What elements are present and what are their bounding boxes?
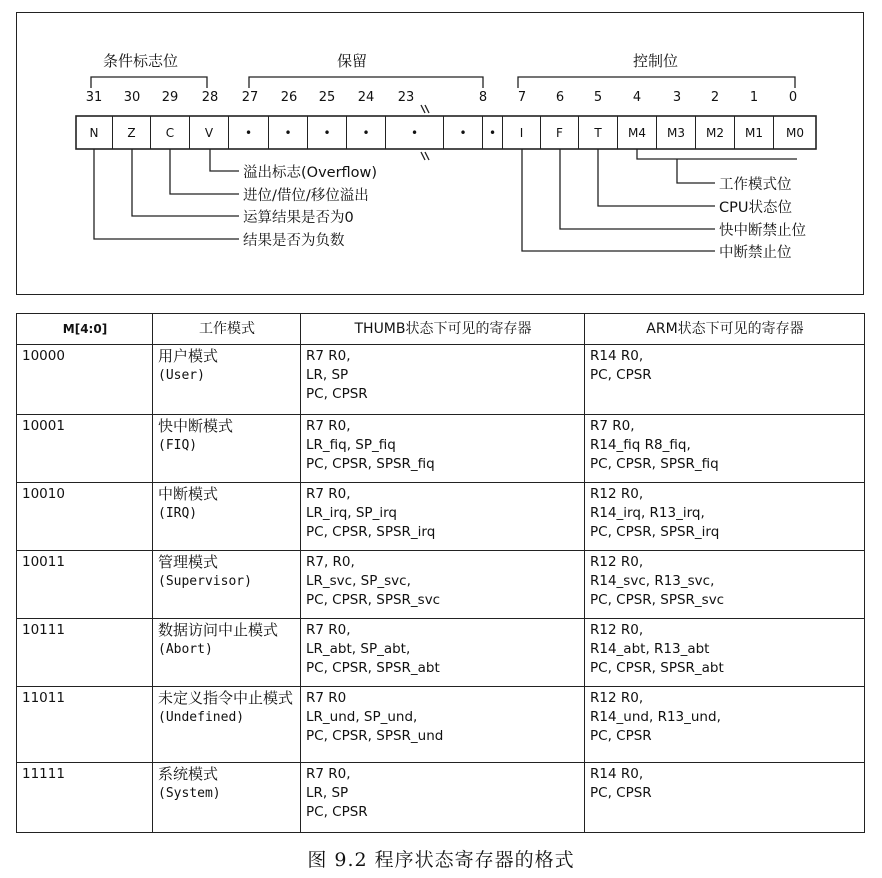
mode-name-cn: 中断模式 [158, 485, 219, 503]
register-bit-cell: T [579, 116, 618, 149]
callout-mode-bits: 工作模式位 [719, 177, 792, 193]
header-thumb-registers: THUMB状态下可见的寄存器 [301, 314, 585, 345]
register-line: R14_svc, R13_svc, [590, 573, 715, 589]
callout-cpu-state: CPU状态位 [719, 200, 792, 216]
mode-name-cell [153, 551, 301, 619]
mode-name-cn: 未定义指令中止模式 [158, 689, 294, 707]
register-bit-cell: • [444, 116, 483, 149]
register-line: R7 R0, [590, 418, 635, 434]
mode-name-en: (System) [158, 786, 221, 801]
register-line: PC, CPSR [590, 367, 652, 383]
header-mode: 工作模式 [153, 314, 301, 345]
register-bit-cell: M3 [657, 116, 696, 149]
register-line: LR_fiq, SP_fiq [306, 437, 396, 453]
arm-registers-cell [585, 687, 865, 763]
bit-number: 0 [788, 90, 798, 105]
bit-number: 7 [517, 90, 527, 105]
psr-bit-diagram [16, 12, 864, 295]
register-line: R14_fiq R8_fiq, [590, 437, 691, 453]
register-bit-cell: Z [113, 116, 151, 149]
register-bit-cell: M4 [618, 116, 657, 149]
bit-number: 24 [357, 90, 375, 105]
register-bit-cell: F [541, 116, 579, 149]
register-bit-cell: • [269, 116, 308, 149]
register-line: R12 R0, [590, 690, 644, 706]
mode-code-cell: 10001 [17, 415, 153, 483]
register-line: LR_irq, SP_irq [306, 505, 397, 521]
mode-name-en: (IRQ) [158, 506, 198, 521]
thumb-registers-cell [301, 345, 585, 415]
register-line: R14 R0, [590, 348, 644, 364]
register-line: R7 R0, [306, 348, 351, 364]
mode-name-cn: 管理模式 [158, 553, 219, 571]
register-line: PC, CPSR, SPSR_irq [306, 524, 436, 540]
thumb-registers-cell [301, 551, 585, 619]
bit-number: 23 [397, 90, 415, 105]
register-bit-cell: M0 [786, 125, 804, 140]
register-line: R14_irq, R13_irq, [590, 505, 705, 521]
register-bit-cell: N [76, 116, 113, 149]
register-line: LR_abt, SP_abt, [306, 641, 411, 657]
bit-number: 1 [749, 90, 759, 105]
register-line: R7 R0, [306, 622, 351, 638]
register-line: PC, CPSR, SPSR_svc [306, 592, 441, 608]
register-bit-cell: • [483, 116, 503, 149]
register-bit-cell: • [229, 116, 269, 149]
header-arm-registers: ARM状态下可见的寄存器 [585, 314, 865, 345]
register-line: R7 R0, [306, 486, 351, 502]
table-row [17, 763, 865, 833]
register-line: R7, R0, [306, 554, 355, 570]
register-bit-cell: V [190, 116, 229, 149]
table-row [17, 551, 865, 619]
mode-name-en: (Abort) [158, 642, 213, 657]
bit-number: 4 [632, 90, 642, 105]
table-row [17, 687, 865, 763]
mode-name-cn: 系统模式 [158, 765, 219, 783]
thumb-registers-cell [301, 763, 585, 833]
register-line: PC, CPSR, SPSR_irq [590, 524, 720, 540]
register-line: R14_und, R13_und, [590, 709, 721, 725]
mode-name-cell [153, 619, 301, 687]
bit-number: 3 [672, 90, 682, 105]
register-line: LR, SP [306, 367, 349, 383]
callout-irq-disable: 中断禁止位 [719, 245, 792, 261]
register-line: R12 R0, [590, 486, 644, 502]
register-line: LR_und, SP_und, [306, 709, 418, 725]
mode-code-cell: 10010 [17, 483, 153, 551]
register-line: PC, CPSR, SPSR_abt [306, 660, 440, 676]
register-line: R7 R0, [306, 766, 351, 782]
bit-number: 29 [161, 90, 179, 105]
arm-registers-cell [585, 483, 865, 551]
register-bit-cell: M2 [696, 116, 735, 149]
callout-overflow: 溢出标志(Overflow) [243, 165, 378, 181]
mode-code-cell: 10000 [17, 345, 153, 415]
mode-name-en: (User) [158, 368, 205, 383]
mode-name-cell [153, 763, 301, 833]
register-line: PC, CPSR, SPSR_fiq [590, 456, 719, 472]
mode-code-cell: 11111 [17, 763, 153, 833]
table-row [17, 345, 865, 415]
arm-registers-cell [585, 763, 865, 833]
register-line: PC, CPSR [590, 785, 652, 801]
register-line: R7 R0 [306, 690, 347, 706]
mode-code-cell: 10111 [17, 619, 153, 687]
mode-name-cell [153, 687, 301, 763]
register-line: PC, CPSR, SPSR_fiq [306, 456, 435, 472]
thumb-registers-cell [301, 415, 585, 483]
register-line: PC, CPSR [306, 804, 368, 820]
callout-fiq-disable: 快中断禁止位 [719, 223, 806, 239]
register-bit-cell: • [347, 116, 386, 149]
mode-name-cell [153, 345, 301, 415]
header-mode-bits: M[4:0] [17, 314, 153, 345]
bit-number: 6 [555, 90, 565, 105]
group-label-control: 控制位 [633, 52, 679, 70]
arm-registers-cell [585, 345, 865, 415]
group-label-reserved: 保留 [337, 52, 368, 70]
mode-name-cn: 数据访问中止模式 [158, 621, 279, 639]
thumb-registers-cell [301, 483, 585, 551]
figure-caption: 图 9.2 程序状态寄存器的格式 [307, 849, 575, 871]
thumb-registers-cell [301, 619, 585, 687]
table-header-row [17, 314, 865, 345]
bit-number: 30 [123, 90, 141, 105]
bit-number: 31 [85, 90, 103, 105]
callout-carry: 进位/借位/移位溢出 [243, 188, 369, 204]
thumb-registers-cell [301, 687, 585, 763]
register-line: PC, CPSR, SPSR_svc [590, 592, 725, 608]
table-row [17, 415, 865, 483]
mode-name-en: (FIQ) [158, 438, 198, 453]
mode-name-cell [153, 483, 301, 551]
mode-name-en: (Undefined) [158, 710, 245, 725]
mode-code-cell: 10011 [17, 551, 153, 619]
bit-number: 8 [478, 90, 488, 105]
mode-table [16, 313, 865, 833]
mode-code-cell: 11011 [17, 687, 153, 763]
bit-number: 25 [318, 90, 336, 105]
bit-number: 28 [201, 90, 219, 105]
mode-name-cn: 用户模式 [158, 347, 219, 365]
register-bit-cell: M1 [735, 116, 774, 149]
register-bit-cell: • [308, 116, 347, 149]
register-line: LR_svc, SP_svc, [306, 573, 411, 589]
table-row [17, 619, 865, 687]
register-line: R7 R0, [306, 418, 351, 434]
register-line: PC, CPSR, SPSR_und [306, 728, 444, 744]
register-line: PC, CPSR [306, 386, 368, 402]
register-bit-cell: • [386, 116, 444, 149]
arm-registers-cell [585, 551, 865, 619]
arm-registers-cell [585, 415, 865, 483]
register-line: R14 R0, [590, 766, 644, 782]
register-bit-cell: C [151, 116, 190, 149]
arm-registers-cell [585, 619, 865, 687]
mode-name-cn: 快中断模式 [158, 417, 234, 435]
bit-number: 27 [241, 90, 259, 105]
register-line: PC, CPSR, SPSR_abt [590, 660, 724, 676]
bit-number: 5 [593, 90, 603, 105]
bit-number: 26 [280, 90, 298, 105]
register-line: R12 R0, [590, 622, 644, 638]
register-line: PC, CPSR [590, 728, 652, 744]
bit-number: 2 [710, 90, 720, 105]
callout-zero: 运算结果是否为0 [243, 210, 354, 226]
group-label-flags: 条件标志位 [103, 52, 179, 70]
mode-name-en: (Supervisor) [158, 574, 252, 589]
register-line: R12 R0, [590, 554, 644, 570]
register-bit-cell: I [503, 116, 541, 149]
register-line: R14_abt, R13_abt [590, 641, 710, 657]
mode-name-cell [153, 415, 301, 483]
callout-negative: 结果是否为负数 [243, 233, 345, 249]
register-line: LR, SP [306, 785, 349, 801]
table-row [17, 483, 865, 551]
